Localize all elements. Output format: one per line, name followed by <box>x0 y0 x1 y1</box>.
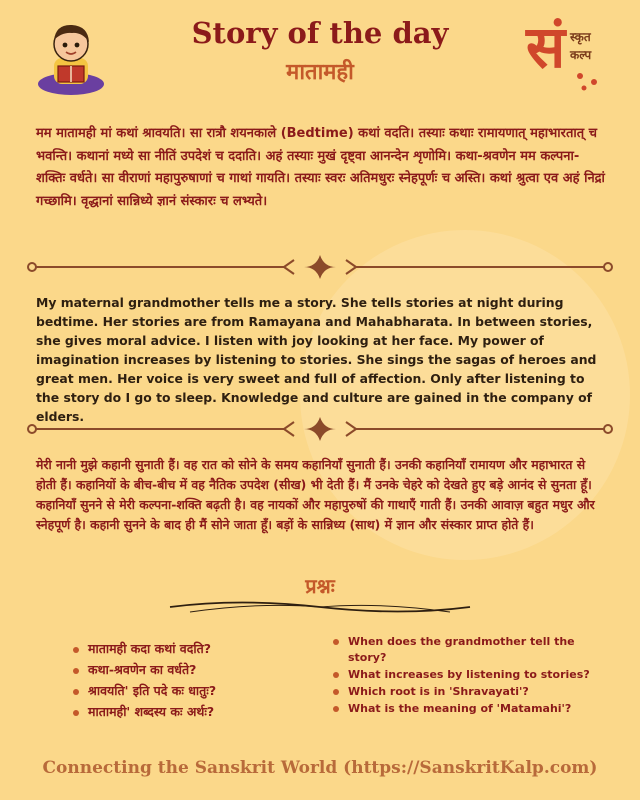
english-questions-list <box>330 634 610 718</box>
logo-dots-icon <box>572 68 602 92</box>
logo-glyph: सं <box>526 13 566 81</box>
list-item: Which root is in 'Shravayati'? <box>330 684 610 700</box>
hindi-story: मेरी नानी मुझे कहानी सुनाती हैं। वह रात को सोने के समय कहानियाँ सुनाती हैं। उनकी कहानियाँ रामायण और महाभारत से होती हैं। कहानियों के बीच-बीच में वह नैतिक उपदेश (सीख) भी देती हैं। मैं उनके चेहरे को देखते हुए बड़े आनंद से सुनता हूँ। कहानियाँ सुनने से मेरी कल्पना-शक्ति बढ़ती है। वह नायकों और महापुरुषों की गाथाएँ गाती हैं। उनकी आवाज़ बहुत मधुर और स्नेहपूर्ण है। कहानी सुनने के बाद ही मैं सोने जाता हूँ। बड़ों के सान्निध्य (साथ) में ज्ञान और संस्कार प्राप्त होते हैं। <box>36 457 595 532</box>
ornamental-divider-2 <box>26 416 614 442</box>
list-item: What is the meaning of 'Matamahi'? <box>330 701 610 717</box>
sanskrit-story: मम मातामही मां कथां श्रावयति। सा रात्रौ शयनकाले (Bedtime) कथां वदति। तस्याः कथाः रामायणात् महाभारतात् च भवन्ति। कथानां मध्ये सा नीतिं उपदेशं च ददाति। अहं तस्याः मुखं दृष्ट्वा आनन्देन शृणोमि। कथा-श्रवणेन मम कल्पना-शक्तिः वर्धते। सा वीराणां महापुरुषाणां च गाथां गायति। तस्याः स्वरः अतिमधुरः स्नेहपूर्णः च अस्ति। कथां श्रुत्वा एव अहं निद्रां गच्छामि। वृद्धानां सान्निध्ये ज्ञानं संस्कारः च लभ्यते। <box>36 126 605 209</box>
ornamental-divider-1 <box>26 254 614 280</box>
logo-line-1: स्कृत <box>570 30 591 44</box>
sanskritkalp-logo <box>526 13 616 94</box>
english-story: My maternal grandmother tells me a story. She tells stories at night during bedtime. Her stories are from Ramayana and Mahabharata. In between stories, she gives moral advice. I listen with joy looking at her face. My power of imagination increases by listening to stories. She sings the sagas of heroes and great men. Her voice is very sweet and full of affection. Only after listening to the story do I go to sleep. Knowledge and culture are gained in the company of elders. <box>36 295 597 424</box>
page-subtitle: मातामही <box>286 60 354 85</box>
logo-line-2: कल्प <box>570 48 592 62</box>
sanskrit-questions-list <box>70 640 216 724</box>
list-item: कथा-श्रवणेन का वर्धते? <box>70 661 216 682</box>
footer-link[interactable]: Connecting the Sanskrit World (https://SanskritKalp.com) <box>42 758 598 778</box>
questions-heading-flourish <box>160 596 480 618</box>
list-item: मातामही कदा कथां वदति? <box>70 640 216 661</box>
list-item: मातामही' शब्दस्य कः अर्थः? <box>70 703 216 724</box>
questions-heading: प्रश्नः <box>305 574 335 598</box>
list-item: What increases by listening to stories? <box>330 667 610 683</box>
list-item: श्रावयति' इति पदे कः धातुः? <box>70 682 216 703</box>
list-item: When does the grandmother tell the story? <box>330 634 610 666</box>
page-title: Story of the day <box>191 16 449 50</box>
